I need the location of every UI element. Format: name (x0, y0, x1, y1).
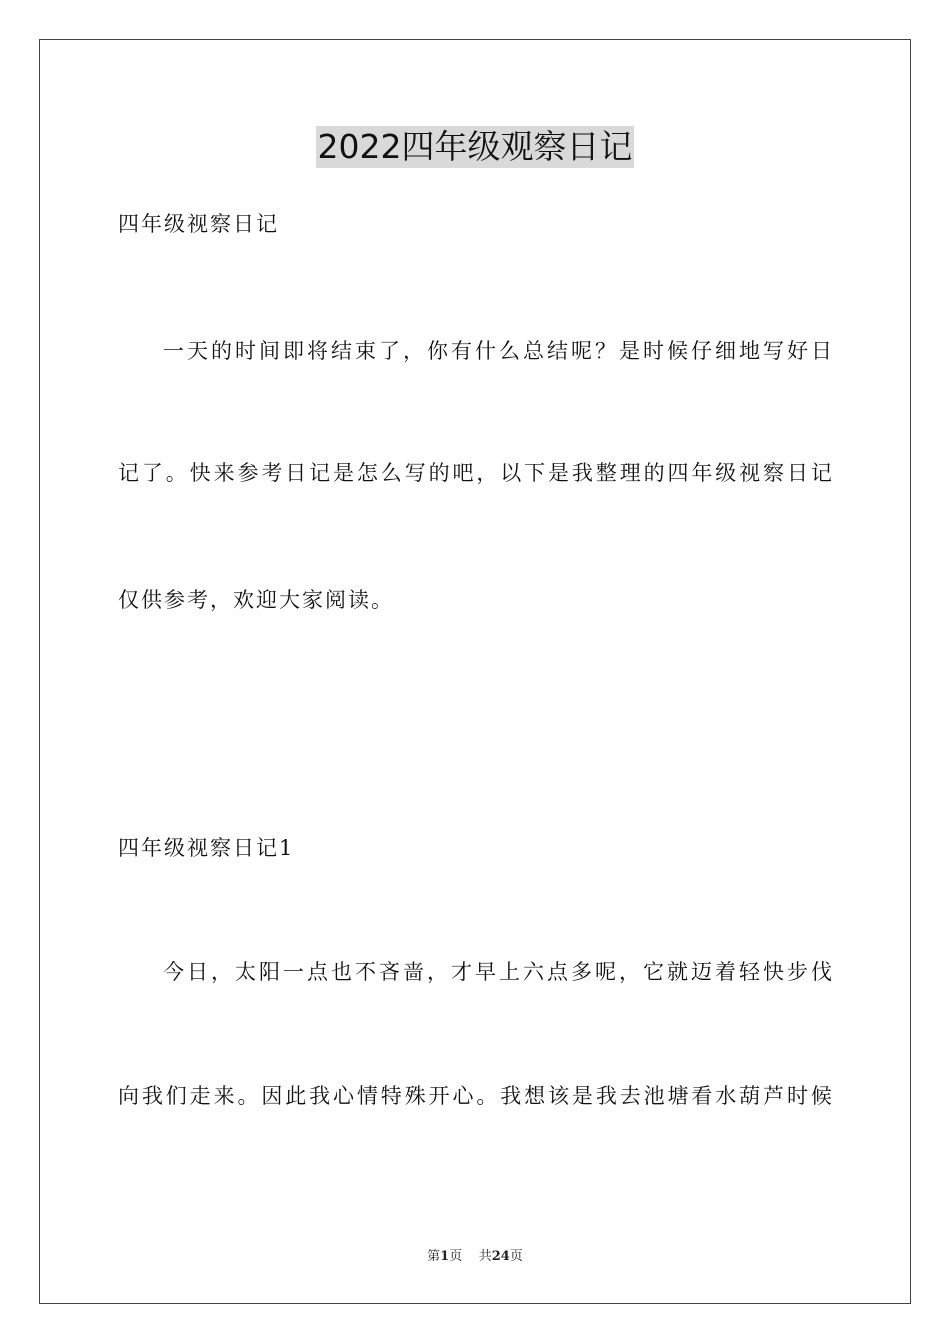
paragraph-line: 仅供参考，欢迎大家阅读。 (118, 588, 394, 612)
paragraph-line: 今 日 ， 太 阳 一 点 也 不 吝 啬 ， 才 早 上 六 点 多 呢 ， 它 就 迈 着 轻 快 步 伐 (163, 960, 832, 984)
document-title: 2022四年级观察日记 (317, 127, 633, 166)
paragraph-line: 一 天 的 时 间 即 将 结 束 了 ， 你 有 什 么 总 结 呢 ？ 是 时 候 仔 细 地 写 好 日 (163, 339, 832, 363)
footer-page-number: 1 (440, 1249, 450, 1264)
title-container (0, 126, 950, 168)
footer-total-suffix: 页 (509, 1249, 523, 1264)
footer-total-prefix: 共 (478, 1249, 492, 1264)
subtitle-line: 四年级视察日记 (118, 212, 279, 236)
section-heading: 四年级视察日记1 (118, 836, 295, 860)
footer-page-prefix: 第 (427, 1249, 441, 1264)
paragraph-line: 向 我 们 走 来 。 因 此 我 心 情 特 殊 开 心 。 我 想 该 是 我 去 池 塘 看 水 葫 芦 时 候 (118, 1084, 832, 1108)
page-footer (0, 1249, 950, 1265)
footer-total-pages: 24 (491, 1249, 510, 1264)
footer-page-suffix: 页 (449, 1249, 463, 1264)
paragraph-line: 记 了 。 快 来 参 考 日 记 是 怎 么 写 的 吧 ， 以 下 是 我 整 理 的 四 年 级 视 察 日 记 (118, 461, 832, 485)
